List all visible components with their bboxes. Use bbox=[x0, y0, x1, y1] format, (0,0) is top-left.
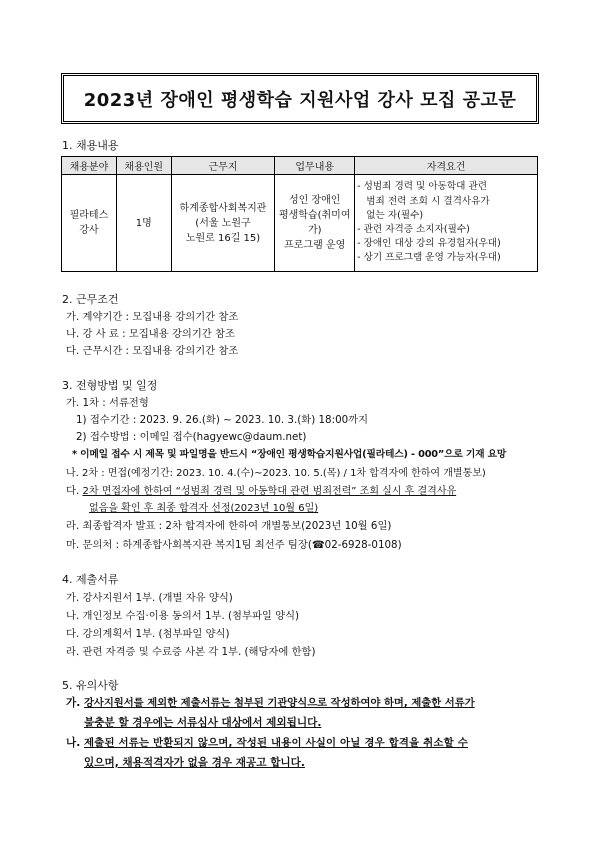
section-heading-conditions: 2. 근무조건 bbox=[62, 293, 119, 306]
note-2-prefix: 나. bbox=[66, 737, 81, 749]
cell-work bbox=[275, 175, 355, 272]
section-heading-recruitment: 1. 채용내용 bbox=[62, 139, 119, 152]
cell-requirements bbox=[355, 175, 538, 272]
table-header-row bbox=[62, 157, 538, 175]
note-1-line-2: 불충분 할 경우에는 서류심사 대상에서 제외됩니다. bbox=[84, 717, 322, 729]
selection-stage-3 bbox=[66, 482, 456, 497]
header-field: 채용분야 bbox=[62, 157, 117, 175]
note-2-line-1: 제출된 서류는 반환되지 않으며, 작성된 내용이 사실이 아닐 경우 합격을 취소할 수 bbox=[83, 737, 468, 749]
section-heading-selection: 3. 전형방법 및 일정 bbox=[62, 379, 158, 392]
field-line: 필라테스 bbox=[69, 210, 109, 221]
cell-count: 1명 bbox=[116, 175, 171, 272]
requirement-line: 범죄 전력 조회 시 결격사유가 bbox=[357, 195, 490, 207]
stage-3-line-1: 2차 면접자에 한하여 “성범죄 경력 및 아동학대 관련 범죄전력” 조회 실시 후 결격사유 bbox=[82, 486, 457, 497]
location-line: 하계종합사회복지관 bbox=[179, 202, 267, 214]
section-heading-notes: 5. 유의사항 bbox=[62, 679, 119, 692]
cell-field bbox=[62, 175, 117, 272]
requirement-line: - 장애인 대상 강의 유경험자(우대) bbox=[357, 238, 501, 250]
work-line: 평생학습(취미여가) bbox=[278, 210, 351, 236]
cell-location bbox=[171, 175, 275, 272]
recruitment-table bbox=[61, 156, 538, 272]
requirement-line: - 성범죄 경력 및 아동학대 관련 bbox=[357, 181, 488, 193]
note-item-2 bbox=[66, 733, 541, 773]
header-count: 채용인원 bbox=[116, 157, 171, 175]
location-line: 노원로 16길 15) bbox=[185, 232, 261, 244]
note-1-line-1: 강사지원서를 제외한 제출서류는 첨부된 기관양식으로 작성하여야 하며, 제출한 서류가 bbox=[83, 697, 475, 709]
note-1-prefix: 가. bbox=[66, 697, 81, 709]
section-heading-documents: 4. 제출서류 bbox=[62, 573, 119, 586]
selection-stage-2: 나. 2차 : 면접(예정기간: 2023. 10. 4.(수)~2023. 10. 5.(목) / 1차 합격자에 한하여 개별통보) bbox=[66, 468, 486, 479]
field-line: 강사 bbox=[79, 225, 99, 236]
stage-3-prefix: 다. bbox=[66, 485, 83, 497]
header-requirements: 자격요건 bbox=[355, 157, 538, 175]
selection-stage-1: 가. 1차 : 서류전형 bbox=[66, 397, 149, 409]
page-title: 2023년 장애인 평생학습 지원사업 강사 모집 공고문 bbox=[83, 89, 517, 111]
title-box bbox=[61, 73, 539, 124]
selection-stage-5: 마. 문의처 : 하계종합사회복지관 복지1팀 최선주 팀장(☎02-6928-0108) bbox=[66, 539, 402, 551]
condition-item: 다. 근무시간 : 모집내용 강의기간 참조 bbox=[66, 345, 239, 357]
work-line: 성인 장애인 bbox=[288, 195, 341, 206]
note-2-line-2: 있으며, 채용적격자가 없을 경우 재공고 합니다. bbox=[84, 757, 305, 769]
requirement-line: 없는 자(필수) bbox=[357, 209, 424, 221]
header-location: 근무지 bbox=[171, 157, 275, 175]
condition-item: 나. 강 사 료 : 모집내용 강의기간 참조 bbox=[66, 328, 235, 340]
email-notice: * 이메일 접수 시 제목 및 파일명을 반드시 “장애인 평생학습지원사업(필라테스) - 000”으로 기재 요망 bbox=[72, 449, 507, 460]
header-work: 업무내용 bbox=[275, 157, 355, 175]
selection-sub-1: 1) 접수기간 : 2023. 9. 26.(화) ~ 2023. 10. 3.(화) 18:00까지 bbox=[76, 414, 369, 426]
document-item: 라. 관련 자격증 및 수료증 사본 각 1부. (해당자에 한함) bbox=[66, 646, 316, 658]
work-line: 프로그램 운영 bbox=[284, 240, 346, 251]
document-item: 나. 개인정보 수집·이용 동의서 1부. (첨부파일 양식) bbox=[66, 610, 300, 622]
location-line: (서울 노원구 bbox=[195, 217, 251, 229]
condition-item: 가. 계약기간 : 모집내용 강의기간 참조 bbox=[66, 311, 239, 323]
selection-sub-2: 2) 접수방법 : 이메일 접수(hagyewc@daum.net) bbox=[76, 431, 307, 443]
table-row bbox=[62, 175, 538, 272]
document-item: 다. 강의계획서 1부. (첨부파일 양식) bbox=[66, 628, 230, 640]
requirement-line: - 상기 프로그램 운영 가능자(우대) bbox=[357, 252, 501, 264]
note-item-1 bbox=[66, 693, 541, 733]
stage-3-line-2: 없음을 확인 후 최종 합격자 선정(2023년 10월 6일) bbox=[89, 503, 319, 514]
requirement-line: - 관련 자격증 소지자(필수) bbox=[357, 224, 470, 235]
selection-stage-4: 라. 최종합격자 발표 : 2차 합격자에 한하여 개별통보(2023년 10월 6일) bbox=[66, 520, 392, 532]
document-item: 가. 강사지원서 1부. (개별 자유 양식) bbox=[66, 592, 233, 604]
